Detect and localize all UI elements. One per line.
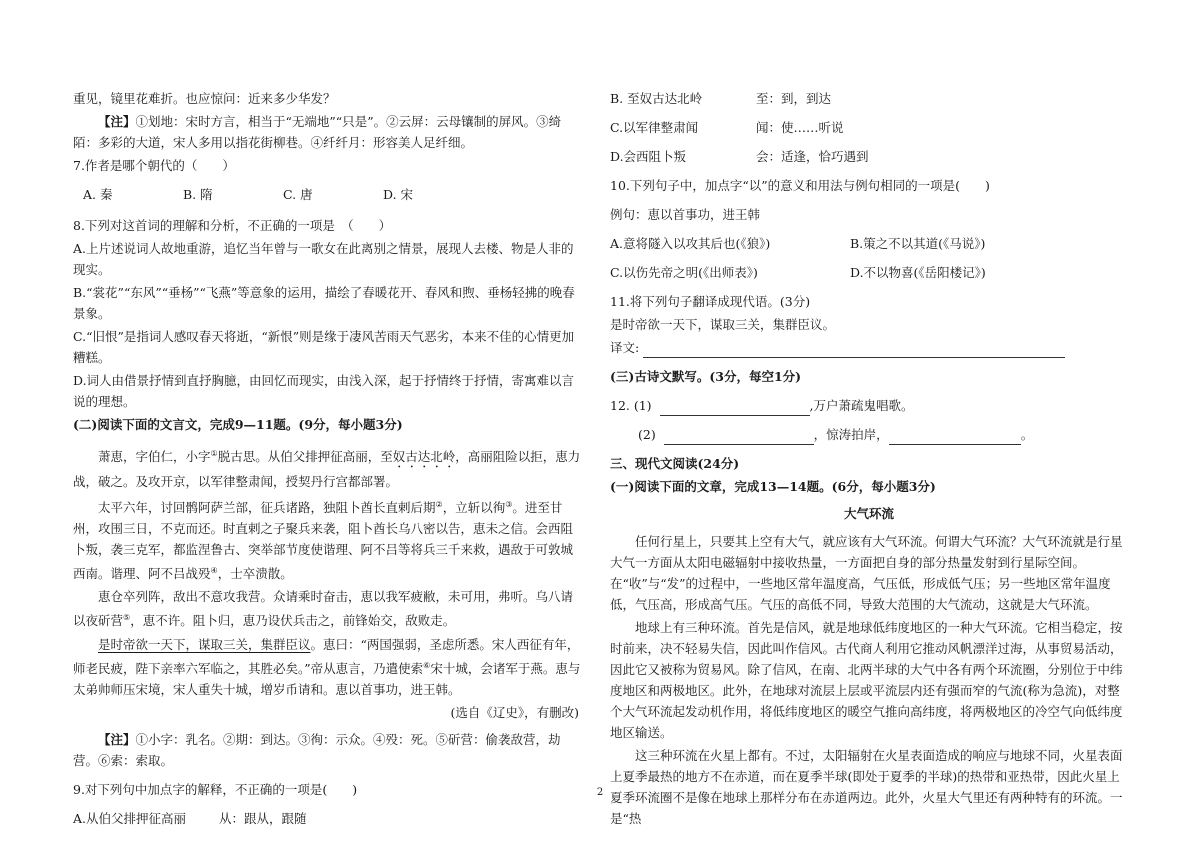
article-paragraph-3: 这三种环流在火星上都有。不过，太阳辐射在火星表面造成的响应与地球不同，火星表面上夏季最热的地方不在赤道，而在夏季半球(即处于夏季的半球)的热带和亚热带，因此火星上夏季环流圈不是像在地球上那样分布在赤道两边。此外，火星大气里还有两种特有的环流。一是“热 xyxy=(610,748,1123,826)
question-10-options-ab xyxy=(610,233,1128,254)
poem-note xyxy=(73,111,585,153)
option-c: C. 唐 xyxy=(283,187,313,202)
passage-paragraph-2: 太平六年，讨回鹘阿萨兰部，征兵诸路，独阻卜酋长直剌后期②，立斩以徇③。进至甘州，攻围三日，不克而还。时直剌之子聚兵来袭，阻卜酋长乌八密以告，恵未之信。会西阻卜叛，袭三克军，都监涅鲁古、突举部节度使谐理、阿不吕等将兵三千来救，遇敌于可敦城西南。谐理、阿不吕战殁④，士卒溃散。 xyxy=(73,500,574,582)
option-a: A. 秦 xyxy=(83,187,113,202)
question-12-line-1: 12. (1) ,万户萧疏鬼唱歌。 xyxy=(610,395,1128,416)
question-10-option-a: A.意将隧入以攻其后也(《狼》) xyxy=(610,236,771,251)
question-9-option-c: C.以军律整肃闻 闻：使……听说 xyxy=(610,120,844,135)
passage-source: (选自《辽史》，有删改) xyxy=(450,704,579,720)
blank-2[interactable] xyxy=(664,430,814,445)
question-8-option-c: C.“旧恨”是指词人感叹春天将逝，“新恨”则是缘于凄风苦雨天气恶劣，本来不佳的心情更加糟糕。 xyxy=(73,329,575,365)
question-8-option-a: A.上片述说词人故地重游，追忆当年曾与一歌女在此离别之情景，展现人去楼、物是人非的现实。 xyxy=(73,241,574,277)
article-paragraph-1: 任何行星上，只要其上空有大气，就应该有大气环流。何谓大气环流？大气环流就是行星大气一方面从太阳电磁辐射中接收热量，一方面把自身的部分热量发射到行星际空间。在“收”与“发”的过程中，一些地区常年温度高，气压低，形成低气压；另一些地区常年温度低，气压高，形成高气压。气压的高低不同，导致大范围的大气流动，这就是大气环流。 xyxy=(610,534,1123,612)
note-label: 【注】 xyxy=(98,114,136,129)
question-11-answer: 译文: xyxy=(610,337,1128,358)
question-8-option-b: B.“裳花”“东风”“垂杨”“飞燕”等意象的运用，描绘了春暖花开、春风和煦、垂杨轻拂的晚春景象。 xyxy=(73,285,575,321)
left-column xyxy=(73,88,585,837)
article-paragraph-2: 地球上有三种环流。首先是信风，就是地球低纬度地区的一种大气环流。它相当稳定，按时前来，决不轻易失信，因此叫作信风。古代商人利用它推动风帆漂洋过海，从事贸易活动，因此它又被称为贸易风。除了信风，在南、北两半球的大气中各有两个环流圈，分别位于中纬度地区和两极地区。此外，在地球对流层上层或平流层内还有强而窄的气流(称为急流)，对整个大气环流起发动机作用，将低纬度地区的暖空气推向高纬度，将两极地区的冷空气向低纬度地区输送。 xyxy=(610,620,1123,740)
question-12-line-2: (2) ，惊涛拍岸， 。 xyxy=(610,424,1128,445)
question-10-option-c: C.以伤先帝之明(《出师表》) xyxy=(610,265,758,280)
question-7: 7.作者是哪个朝代的（ ） xyxy=(73,158,235,173)
question-10-options-cd xyxy=(610,262,1128,283)
question-10-option-b: B.策之不以其道(《马说》) xyxy=(850,236,986,251)
question-9-option-b: B. 至奴古达北岭 至：到，到达 xyxy=(610,91,832,106)
question-10-option-d: D.不以物喜(《岳阳楼记》) xyxy=(850,265,986,280)
article-title: 大气环流 xyxy=(843,506,894,521)
right-column xyxy=(610,88,1128,831)
blank-1[interactable] xyxy=(660,401,810,416)
question-9-option-d: D.会西阻卜叛 会：适逢，恰巧遇到 xyxy=(610,149,869,164)
question-7-options xyxy=(83,184,585,205)
question-11-sentence: 是时帝欲一天下，谋取三关，集群臣议。 xyxy=(610,317,836,332)
section-3-heading: (三)古诗文默写。(3分，每空1分) xyxy=(610,369,802,384)
part-3-heading: 三、现代文阅读(24分) xyxy=(610,456,740,471)
option-b: B. 隋 xyxy=(183,187,213,202)
note-text: ①划地：宋时方言，相当于“无端地”“只是”。②云屏：云母镶制的屏风。③绮陌：多彩的大道，宋人多用以指花街柳巷。④纤纤月：形容美人足纤细。 xyxy=(73,114,562,150)
answer-blank[interactable] xyxy=(643,343,1065,358)
passage-paragraph-3: 恵仓卒列阵，敌出不意攻我营。众请乘时奋击，恵以我军疲敝，未可用，弗听。乌八请以夜斫营⑤，恵不许。阻卜归，恵乃设伏兵击之，前锋始交，敌败走。 xyxy=(73,589,574,629)
passage-paragraph-4: 是时帝欲一天下，谋取三关，集群臣议。恵曰：“两国强弱，圣虑所悉。宋人西征有年，师老民疲，陛下亲率六军临之，其胜必矣。”帝从恵言，乃遣使索⑥宋十城，会诸军于燕。恵与太弟帅师压宋境，宋人重失十城，增岁币请和。恵以首事功，进王韩。 xyxy=(73,636,581,697)
blank-3[interactable] xyxy=(889,430,1021,445)
section-2-heading: (二)阅读下面的文言文，完成9—11题。(9分，每小题3分) xyxy=(73,417,403,432)
passage-note: 【注】①小字：乳名。②期：到达。③徇：示众。④殁：死。⑤斫营：偷袭敌营，劫营。⑥索：索取。 xyxy=(73,731,561,768)
question-8: 8.下列对这首词的理解和分析，不正确的一项是 （ ） xyxy=(73,218,392,233)
question-10-example: 例句：恵以首事功，进王韩 xyxy=(610,207,761,222)
question-10: 10.下列句子中，加点字“以”的意义和用法与例句相同的一项是( ) xyxy=(610,178,990,193)
option-d: D. 宋 xyxy=(383,187,414,202)
question-9: 9.对下列句中加点字的解释，不正确的一项是( ) xyxy=(73,781,358,797)
poem-end: 重见，镜里花难折。也应惊问：近来多少华发？ xyxy=(73,91,336,106)
page-number: 2 xyxy=(596,787,604,798)
question-11: 11.将下列句子翻译成现代语。(3分) xyxy=(610,294,811,309)
subsection-1-heading: (一)阅读下面的文章，完成13—14题。(6分，每小题3分) xyxy=(610,479,936,494)
passage-paragraph-1: 萧恵，字伯仁，小字①脱古思。从伯父排押征高丽，至奴古达北岭，高丽阻险以拒，恵力战，破之。及攻开京，以军律整肃闻，授契丹行宫都部署。 xyxy=(73,449,581,490)
question-8-option-d: D.词人由借景抒情到直抒胸臆，由回忆而现实，由浅入深，起于抒情终于抒情，寄寓难以言说的理想。 xyxy=(73,373,575,409)
question-9-option-a: A.从伯父排押征高丽 从：跟从，跟随 xyxy=(73,810,307,826)
